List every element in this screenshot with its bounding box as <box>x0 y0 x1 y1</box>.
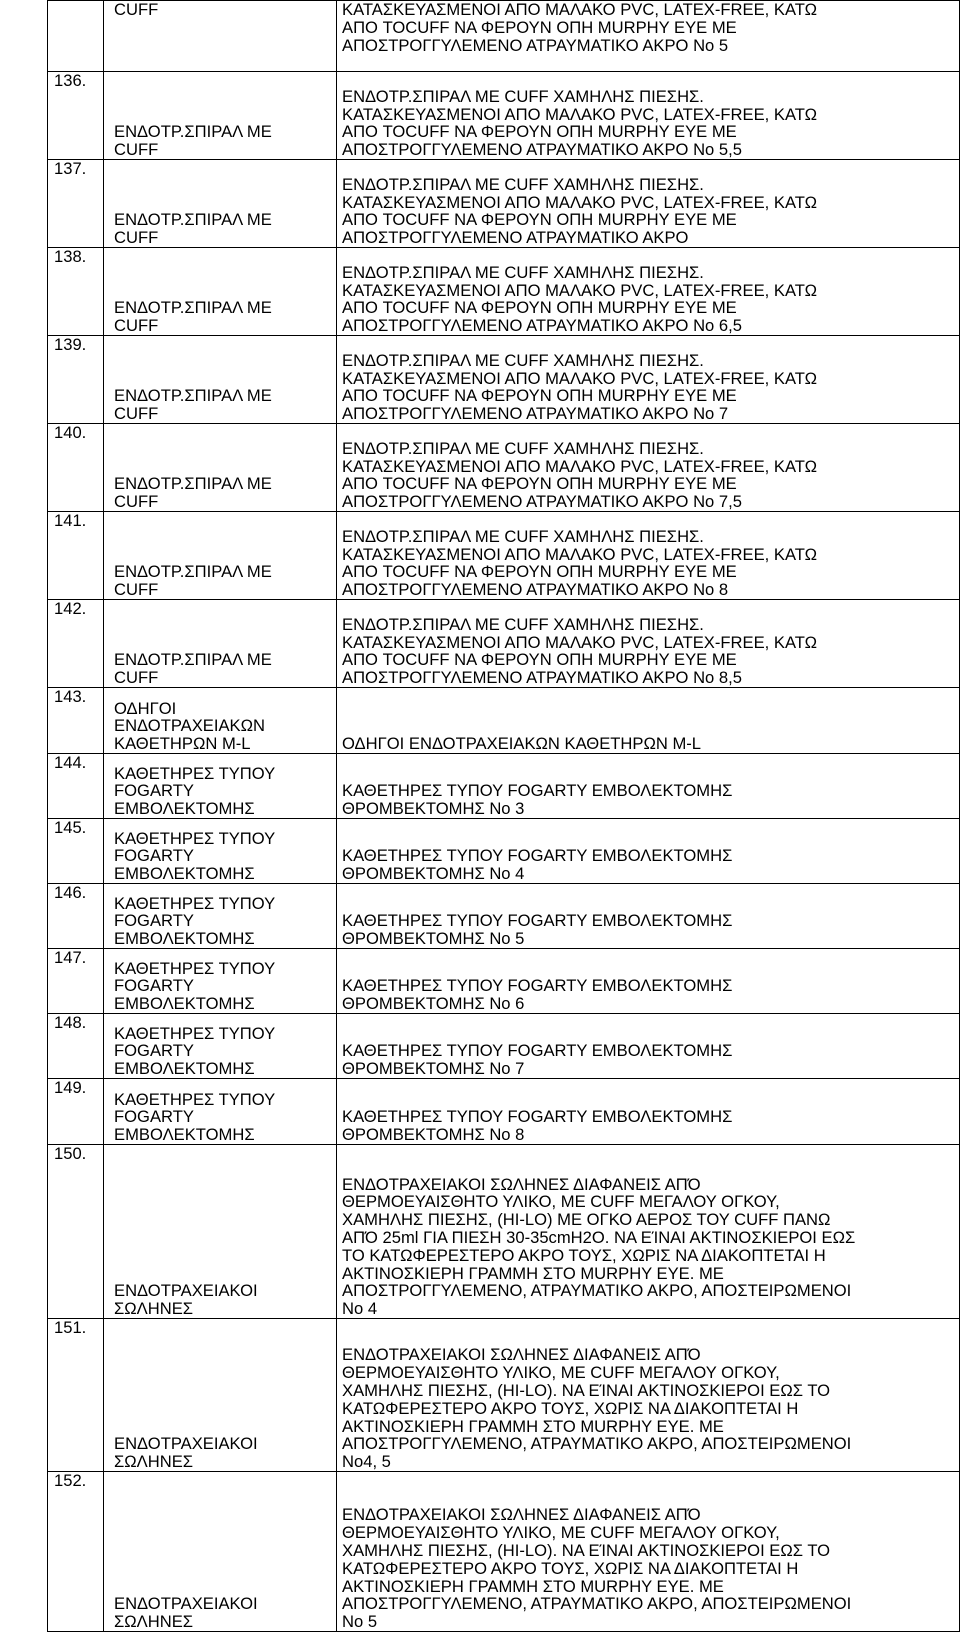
item-description-line: ΑΚΤΙΝΟΣΚΙΕΡΗ ΓΡΑΜΜΗ ΣΤΟ MURPHY ΕΥΕ. ΜΕ <box>342 1576 724 1596</box>
item-description-line: ΚΑΘΕΤΗΡΕΣ ΤΥΠΟΥ FOGARTY ΕΜΒΟΛΕΚΤΟΜΗΣ <box>342 846 733 866</box>
table-row <box>48 72 960 160</box>
item-name-line: FOGARTY <box>114 846 194 866</box>
item-description-line: ΑΠΟΣΤΡΟΓΓΥΛΕΜΕΝΟ ΑΤΡΑΥΜΑΤΙΚΟ ΑΚΡΟ Νο 7,5 <box>342 492 742 512</box>
item-description <box>337 424 960 512</box>
item-description <box>337 248 960 336</box>
item-number: 138. <box>48 248 104 336</box>
item-name <box>104 72 337 160</box>
table-row <box>48 424 960 512</box>
item-name-line: ΕΝΔΟΤΡΑΧΕΙΑΚΟΙ <box>114 1594 258 1614</box>
item-description <box>337 754 960 819</box>
item-name-line: CUFF <box>114 228 159 248</box>
item-description <box>337 1 960 72</box>
item-description-line: Νο4, 5 <box>342 1452 391 1472</box>
item-name <box>104 884 337 949</box>
item-name <box>104 336 337 424</box>
item-number: 142. <box>48 600 104 688</box>
item-description-line: ΑΠΟΣΤΡΟΓΓΥΛΕΜΕΝΟ ΑΤΡΑΥΜΑΤΙΚΟ ΑΚΡΟ Νο 5 <box>342 35 729 55</box>
item-name-line: ΚΑΘΕΤΗΡΕΣ ΤΥΠΟΥ <box>114 1089 276 1109</box>
table-row <box>48 949 960 1014</box>
item-description-line: ΑΚΤΙΝΟΣΚΙΕΡΗ ΓΡΑΜΜΗ ΣΤΟ MURPHY ΕΥΕ. ΜΕ <box>342 1263 724 1283</box>
item-name-line: CUFF <box>114 0 159 19</box>
item-description-line: ΑΠΟ TOCUFF ΝΑ ΦΕΡΟΥΝ ΟΠΗ MURPHY ΕΥΕ ΜΕ <box>342 386 737 406</box>
item-description-line: ΕΝΔΟΤΡ.ΣΠΙΡΑΛ ΜΕ CUFF ΧΑΜΗΛΗΣ ΠΙΕΣΗΣ. <box>342 86 704 106</box>
item-name-line: FOGARTY <box>114 781 194 801</box>
item-name-line: CUFF <box>114 668 159 688</box>
item-description <box>337 688 960 754</box>
item-name-line: ΚΑΘΕΤΗΡΩΝ M-L <box>114 734 251 754</box>
item-description-line: ΘΡΟΜΒΕΚΤΟΜΗΣ Νο 3 <box>342 799 525 819</box>
item-number: 143. <box>48 688 104 754</box>
item-description-line: ΕΝΔΟΤΡ.ΣΠΙΡΑΛ ΜΕ CUFF ΧΑΜΗΛΗΣ ΠΙΕΣΗΣ. <box>342 614 704 634</box>
table-row <box>48 1014 960 1079</box>
table-row <box>48 248 960 336</box>
table-row <box>48 1319 960 1472</box>
item-name <box>104 600 337 688</box>
item-description-line: ΑΠΟΣΤΡΟΓΓΥΛΕΜΕΝΟ ΑΤΡΑΥΜΑΤΙΚΟ ΑΚΡΟ Νο 8,5 <box>342 668 742 688</box>
item-description-line: ΘΡΟΜΒΕΚΤΟΜΗΣ Νο 5 <box>342 929 525 949</box>
item-name-line: CUFF <box>114 140 159 160</box>
item-name-line: ΕΜΒΟΛΕΚΤΟΜΗΣ <box>114 864 255 884</box>
item-description-line: ΟΔΗΓΟΙ ΕΝΔΟΤΡΑΧΕΙΑΚΩΝ ΚΑΘΕΤΗΡΩΝ M-L <box>342 734 702 754</box>
item-description-line: ΧΑΜΗΛΗΣ ΠΙΕΣΗΣ, (HI-LO). ΝΑ ΕΊΝΑΙ ΑΚΤΙΝΟΣΚΙΕΡΟΙ ΕΩΣ ΤΟ <box>342 1381 831 1401</box>
item-description <box>337 1319 960 1472</box>
item-name-line: FOGARTY <box>114 976 194 996</box>
table-row <box>48 688 960 754</box>
item-number: 136. <box>48 72 104 160</box>
item-description-line: ΘΡΟΜΒΕΚΤΟΜΗΣ Νο 8 <box>342 1125 525 1145</box>
item-description <box>337 949 960 1014</box>
item-name-line: ΕΝΔΟΤΡ.ΣΠΙΡΑΛ ΜΕ <box>114 210 272 230</box>
item-name <box>104 512 337 600</box>
item-name-line: ΕΝΔΟΤΡ.ΣΠΙΡΑΛ ΜΕ <box>114 298 272 318</box>
item-description-line: ΑΚΤΙΝΟΣΚΙΕΡΗ ΓΡΑΜΜΗ ΣΤΟ MURPHY ΕΥΕ. ΜΕ <box>342 1416 724 1436</box>
item-number: 152. <box>48 1472 104 1632</box>
item-name-line: ΟΔΗΓΟΙ <box>114 698 177 718</box>
item-description-line: ΕΝΔΟΤΡ.ΣΠΙΡΑΛ ΜΕ CUFF ΧΑΜΗΛΗΣ ΠΙΕΣΗΣ. <box>342 438 704 458</box>
item-name-line: ΕΝΔΟΤΡ.ΣΠΙΡΑΛ ΜΕ <box>114 562 272 582</box>
item-name-line: ΚΑΘΕΤΗΡΕΣ ΤΥΠΟΥ <box>114 958 276 978</box>
item-name <box>104 1014 337 1079</box>
item-description-line: ΑΠΟΣΤΡΟΓΓΥΛΕΜΕΝΟ ΑΤΡΑΥΜΑΤΙΚΟ ΑΚΡΟ Νο 5,5 <box>342 140 742 160</box>
table-row <box>48 884 960 949</box>
table-row <box>48 1145 960 1319</box>
item-description-line: ΘΡΟΜΒΕΚΤΟΜΗΣ Νο 4 <box>342 864 525 884</box>
table-row <box>48 160 960 248</box>
item-description <box>337 1472 960 1632</box>
table-row <box>48 1472 960 1632</box>
item-number: 147. <box>48 949 104 1014</box>
item-description-line: ΑΠΟΣΤΡΟΓΓΥΛΕΜΕΝΟ, ΑΤΡΑΥΜΑΤΙΚΟ ΑΚΡΟ, ΑΠΟΣΤΕΙΡΩΜΕΝΟΙ <box>342 1434 852 1454</box>
item-description-line: ΤΟ ΚΑΤΩΦΕΡΕΣΤΕΡΟ ΑΚΡΟ ΤΟΥΣ, ΧΩΡΙΣ ΝΑ ΔΙΑΚΟΠΤΕΤΑΙ Η <box>342 1245 826 1265</box>
item-description <box>337 512 960 600</box>
item-name-line: ΕΜΒΟΛΕΚΤΟΜΗΣ <box>114 799 255 819</box>
item-description-line: ΑΠΟ TOCUFF ΝΑ ΦΕΡΟΥΝ ΟΠΗ MURPHY ΕΥΕ ΜΕ <box>342 298 737 318</box>
item-description-line: ΚΑΤΩΦΕΡΕΣΤΕΡΟ ΑΚΡΟ ΤΟΥΣ, ΧΩΡΙΣ ΝΑ ΔΙΑΚΟΠΤΕΤΑΙ Η <box>342 1398 799 1418</box>
item-name-line: ΕΝΔΟΤΡ.ΣΠΙΡΑΛ ΜΕ <box>114 122 272 142</box>
item-name <box>104 1319 337 1472</box>
item-number: 148. <box>48 1014 104 1079</box>
item-name-line: ΣΩΛΗΝΕΣ <box>114 1299 194 1319</box>
item-name-line: ΚΑΘΕΤΗΡΕΣ ΤΥΠΟΥ <box>114 1023 276 1043</box>
item-description-line: ΕΝΔΟΤΡ.ΣΠΙΡΑΛ ΜΕ CUFF ΧΑΜΗΛΗΣ ΠΙΕΣΗΣ. <box>342 526 704 546</box>
item-description <box>337 884 960 949</box>
item-description-line: ΑΠΟ TOCUFF ΝΑ ΦΕΡΟΥΝ ΟΠΗ MURPHY ΕΥΕ ΜΕ <box>342 122 737 142</box>
item-name <box>104 248 337 336</box>
table-row <box>48 1079 960 1145</box>
item-name-line: ΕΝΔΟΤΡΑΧΕΙΑΚΟΙ <box>114 1434 258 1454</box>
item-description <box>337 336 960 424</box>
item-number: 137. <box>48 160 104 248</box>
item-number: 149. <box>48 1079 104 1145</box>
item-name-line: FOGARTY <box>114 911 194 931</box>
item-description-line: ΚΑΘΕΤΗΡΕΣ ΤΥΠΟΥ FOGARTY ΕΜΒΟΛΕΚΤΟΜΗΣ <box>342 1041 733 1061</box>
item-name-line: ΕΝΔΟΤΡΑΧΕΙΑΚΟΙ <box>114 1281 258 1301</box>
item-number: 145. <box>48 819 104 884</box>
item-name <box>104 1 337 72</box>
table-row <box>48 754 960 819</box>
item-name <box>104 1472 337 1632</box>
item-description-line: ΚΑΘΕΤΗΡΕΣ ΤΥΠΟΥ FOGARTY ΕΜΒΟΛΕΚΤΟΜΗΣ <box>342 976 733 996</box>
item-description-line: ΑΠΟΣΤΡΟΓΓΥΛΕΜΕΝΟ ΑΤΡΑΥΜΑΤΙΚΟ ΑΚΡΟ <box>342 228 689 248</box>
table-row <box>48 600 960 688</box>
item-name <box>104 754 337 819</box>
item-description <box>337 600 960 688</box>
item-description-line: Νο 5 <box>342 1612 378 1632</box>
item-description-line: ΑΠΌ 25ml ΓΙΑ ΠΙΕΣΗ 30-35cmH2O. ΝΑ ΕΊΝΑΙ ΑΚΤΙΝΟΣΚΙΕΡΟΙ ΕΩΣ <box>342 1228 856 1248</box>
item-description <box>337 1014 960 1079</box>
item-name <box>104 160 337 248</box>
item-description <box>337 72 960 160</box>
item-name <box>104 688 337 754</box>
table-row <box>48 1 960 72</box>
item-name-line: CUFF <box>114 316 159 336</box>
item-description-line: ΕΝΔΟΤΡΑΧΕΙΑΚΟΙ ΣΩΛΗΝΕΣ ΔΙΑΦΑΝΕΙΣ ΑΠΌ <box>342 1174 701 1194</box>
item-name-line: ΣΩΛΗΝΕΣ <box>114 1612 194 1632</box>
item-description-line: ΕΝΔΟΤΡΑΧΕΙΑΚΟΙ ΣΩΛΗΝΕΣ ΔΙΑΦΑΝΕΙΣ ΑΠΌ <box>342 1505 701 1525</box>
item-description-line: ΑΠΟ TOCUFF ΝΑ ΦΕΡΟΥΝ ΟΠΗ MURPHY ΕΥΕ ΜΕ <box>342 474 737 494</box>
item-description-line: ΑΠΟΣΤΡΟΓΓΥΛΕΜΕΝΟ, ΑΤΡΑΥΜΑΤΙΚΟ ΑΚΡΟ, ΑΠΟΣΤΕΙΡΩΜΕΝΟΙ <box>342 1281 852 1301</box>
item-description-line: ΧΑΜΗΛΗΣ ΠΙΕΣΗΣ, (HI-LO). ΝΑ ΕΊΝΑΙ ΑΚΤΙΝΟΣΚΙΕΡΟΙ ΕΩΣ ΤΟ <box>342 1541 831 1561</box>
item-name-line: FOGARTY <box>114 1041 194 1061</box>
item-name <box>104 819 337 884</box>
item-description-line: ΑΠΟ TOCUFF ΝΑ ΦΕΡΟΥΝ ΟΠΗ MURPHY ΕΥΕ ΜΕ <box>342 650 737 670</box>
item-description-line: ΘΕΡΜΟΕΥΑΙΣΘΗΤΟ ΥΛΙΚΟ, ΜΕ CUFF ΜΕΓΑΛΟΥ ΟΓΚΟΥ, <box>342 1363 780 1383</box>
item-description-line: ΚΑΤΑΣΚΕΥΑΣΜΕΝΟΙ ΑΠΟ ΜΑΛΑΚΟ PVC, LATEX-FREE, ΚΑΤΩ <box>342 104 818 124</box>
table-row <box>48 819 960 884</box>
item-description-line: ΑΠΟΣΤΡΟΓΓΥΛΕΜΕΝΟ ΑΤΡΑΥΜΑΤΙΚΟ ΑΚΡΟ Νο 7 <box>342 404 729 424</box>
item-name-line: ΕΝΔΟΤΡ.ΣΠΙΡΑΛ ΜΕ <box>114 474 272 494</box>
item-name-line: ΕΝΔΟΤΡ.ΣΠΙΡΑΛ ΜΕ <box>114 650 272 670</box>
item-description-line: ΘΕΡΜΟΕΥΑΙΣΘΗΤΟ ΥΛΙΚΟ, ΜΕ CUFF ΜΕΓΑΛΟΥ ΟΓΚΟΥ, <box>342 1523 780 1543</box>
item-description-line: ΚΑΤΑΣΚΕΥΑΣΜΕΝΟΙ ΑΠΟ ΜΑΛΑΚΟ PVC, LATEX-FREE, ΚΑΤΩ <box>342 192 818 212</box>
item-name-line: ΕΜΒΟΛΕΚΤΟΜΗΣ <box>114 929 255 949</box>
table-body <box>48 1 960 1632</box>
item-name-line: ΕΝΔΟΤΡ.ΣΠΙΡΑΛ ΜΕ <box>114 386 272 406</box>
item-name-line: CUFF <box>114 580 159 600</box>
item-description-line: ΚΑΤΑΣΚΕΥΑΣΜΕΝΟΙ ΑΠΟ ΜΑΛΑΚΟ PVC, LATEX-FREE, ΚΑΤΩ <box>342 280 818 300</box>
item-description <box>337 1145 960 1319</box>
item-description-line: ΘΡΟΜΒΕΚΤΟΜΗΣ Νο 7 <box>342 1059 525 1079</box>
item-name-line: ΚΑΘΕΤΗΡΕΣ ΤΥΠΟΥ <box>114 828 276 848</box>
item-number: 140. <box>48 424 104 512</box>
item-description-line: ΑΠΟ TOCUFF ΝΑ ΦΕΡΟΥΝ ΟΠΗ MURPHY ΕΥΕ ΜΕ <box>342 210 737 230</box>
item-description <box>337 160 960 248</box>
item-description <box>337 819 960 884</box>
item-name-line: ΕΝΔΟΤΡΑΧΕΙΑΚΩΝ <box>114 716 266 736</box>
item-name <box>104 1145 337 1319</box>
item-number <box>48 1 104 72</box>
item-name-line: ΚΑΘΕΤΗΡΕΣ ΤΥΠΟΥ <box>114 763 276 783</box>
item-number: 150. <box>48 1145 104 1319</box>
item-description-line: ΘΡΟΜΒΕΚΤΟΜΗΣ Νο 6 <box>342 994 525 1014</box>
item-name <box>104 424 337 512</box>
item-name <box>104 949 337 1014</box>
item-description-line: ΚΑΘΕΤΗΡΕΣ ΤΥΠΟΥ FOGARTY ΕΜΒΟΛΕΚΤΟΜΗΣ <box>342 1107 733 1127</box>
item-description-line: ΑΠΟΣΤΡΟΓΓΥΛΕΜΕΝΟ, ΑΤΡΑΥΜΑΤΙΚΟ ΑΚΡΟ, ΑΠΟΣΤΕΙΡΩΜΕΝΟΙ <box>342 1594 852 1614</box>
item-description-line: ΘΕΡΜΟΕΥΑΙΣΘΗΤΟ ΥΛΙΚΟ, ΜΕ CUFF ΜΕΓΑΛΟΥ ΟΓΚΟΥ, <box>342 1192 780 1212</box>
item-description-line: ΑΠΟ TOCUFF ΝΑ ΦΕΡΟΥΝ ΟΠΗ MURPHY ΕΥΕ ΜΕ <box>342 17 737 37</box>
item-description-line: ΑΠΟ TOCUFF ΝΑ ΦΕΡΟΥΝ ΟΠΗ MURPHY ΕΥΕ ΜΕ <box>342 562 737 582</box>
item-name-line: ΚΑΘΕΤΗΡΕΣ ΤΥΠΟΥ <box>114 893 276 913</box>
item-description-line: ΚΑΤΑΣΚΕΥΑΣΜΕΝΟΙ ΑΠΟ ΜΑΛΑΚΟ PVC, LATEX-FREE, ΚΑΤΩ <box>342 544 818 564</box>
item-description-line: ΚΑΤΑΣΚΕΥΑΣΜΕΝΟΙ ΑΠΟ ΜΑΛΑΚΟ PVC, LATEX-FREE, ΚΑΤΩ <box>342 632 818 652</box>
item-description <box>337 1079 960 1145</box>
item-description-line: Νο 4 <box>342 1299 378 1319</box>
item-name-line: CUFF <box>114 404 159 424</box>
item-number: 144. <box>48 754 104 819</box>
table-row <box>48 336 960 424</box>
item-description-line: ΕΝΔΟΤΡ.ΣΠΙΡΑΛ ΜΕ CUFF ΧΑΜΗΛΗΣ ΠΙΕΣΗΣ. <box>342 350 704 370</box>
item-number: 139. <box>48 336 104 424</box>
item-description-line: ΚΑΤΑΣΚΕΥΑΣΜΕΝΟΙ ΑΠΟ ΜΑΛΑΚΟ PVC, LATEX-FREE, ΚΑΤΩ <box>342 456 818 476</box>
item-description-line: ΚΑΘΕΤΗΡΕΣ ΤΥΠΟΥ FOGARTY ΕΜΒΟΛΕΚΤΟΜΗΣ <box>342 781 733 801</box>
item-description-line: ΕΝΔΟΤΡ.ΣΠΙΡΑΛ ΜΕ CUFF ΧΑΜΗΛΗΣ ΠΙΕΣΗΣ. <box>342 174 704 194</box>
item-name-line: ΕΜΒΟΛΕΚΤΟΜΗΣ <box>114 1059 255 1079</box>
item-name <box>104 1079 337 1145</box>
item-description-line: ΚΑΤΩΦΕΡΕΣΤΕΡΟ ΑΚΡΟ ΤΟΥΣ, ΧΩΡΙΣ ΝΑ ΔΙΑΚΟΠΤΕΤΑΙ Η <box>342 1558 799 1578</box>
item-description-line: ΑΠΟΣΤΡΟΓΓΥΛΕΜΕΝΟ ΑΤΡΑΥΜΑΤΙΚΟ ΑΚΡΟ Νο 8 <box>342 580 729 600</box>
item-description-line: ΕΝΔΟΤΡΑΧΕΙΑΚΟΙ ΣΩΛΗΝΕΣ ΔΙΑΦΑΝΕΙΣ ΑΠΌ <box>342 1345 701 1365</box>
item-name-line: ΣΩΛΗΝΕΣ <box>114 1452 194 1472</box>
item-description-line: ΧΑΜΗΛΗΣ ΠΙΕΣΗΣ, (HI-LO) ΜΕ ΟΓΚΟ ΑΕΡΟΣ ΤΟΥ CUFF ΠΑΝΩ <box>342 1210 831 1230</box>
item-name-line: ΕΜΒΟΛΕΚΤΟΜΗΣ <box>114 1125 255 1145</box>
item-number: 151. <box>48 1319 104 1472</box>
item-name-line: FOGARTY <box>114 1107 194 1127</box>
tender-items-table <box>47 0 960 1632</box>
item-name-line: CUFF <box>114 492 159 512</box>
item-name-line: ΕΜΒΟΛΕΚΤΟΜΗΣ <box>114 994 255 1014</box>
item-number: 146. <box>48 884 104 949</box>
item-description-line: ΚΑΘΕΤΗΡΕΣ ΤΥΠΟΥ FOGARTY ΕΜΒΟΛΕΚΤΟΜΗΣ <box>342 911 733 931</box>
item-description-line: ΚΑΤΑΣΚΕΥΑΣΜΕΝΟΙ ΑΠΟ ΜΑΛΑΚΟ PVC, LATEX-FREE, ΚΑΤΩ <box>342 0 818 19</box>
item-description-line: ΕΝΔΟΤΡ.ΣΠΙΡΑΛ ΜΕ CUFF ΧΑΜΗΛΗΣ ΠΙΕΣΗΣ. <box>342 262 704 282</box>
item-description-line: ΑΠΟΣΤΡΟΓΓΥΛΕΜΕΝΟ ΑΤΡΑΥΜΑΤΙΚΟ ΑΚΡΟ Νο 6,5 <box>342 316 742 336</box>
table-row <box>48 512 960 600</box>
item-number: 141. <box>48 512 104 600</box>
item-description-line: ΚΑΤΑΣΚΕΥΑΣΜΕΝΟΙ ΑΠΟ ΜΑΛΑΚΟ PVC, LATEX-FREE, ΚΑΤΩ <box>342 368 818 388</box>
